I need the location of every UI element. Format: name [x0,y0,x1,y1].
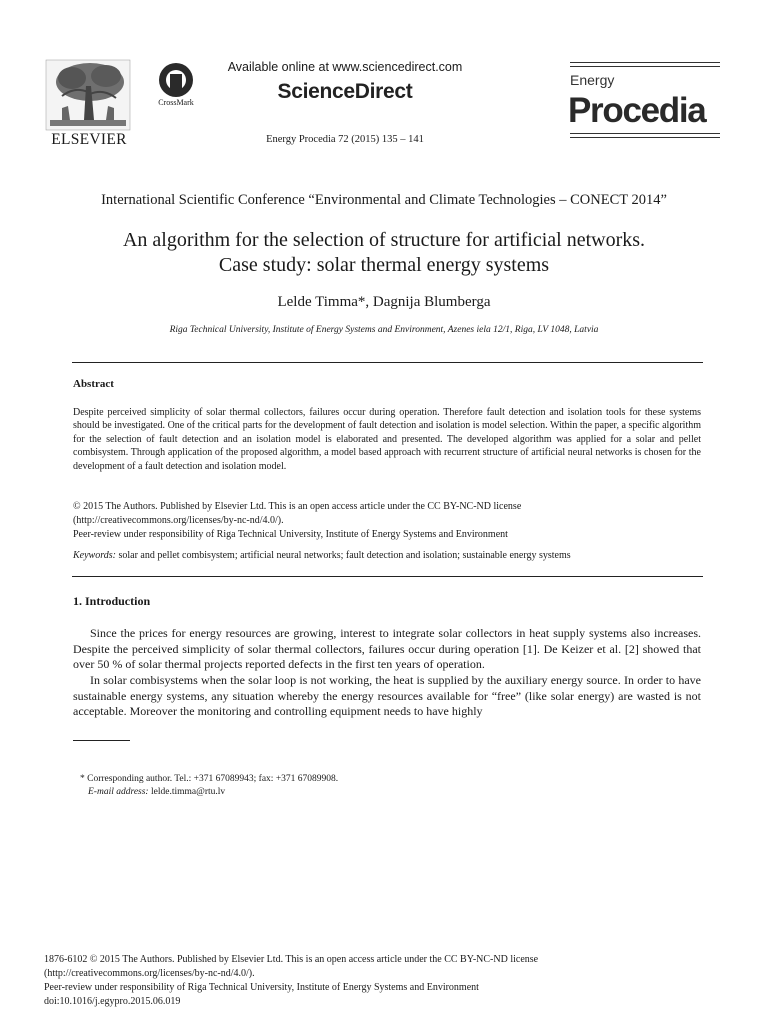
body-paragraph: In solar combisystems when the solar loop is not working, the heat is supplied by the auxiliary energy source. In order to have sustainable energy systems, any situation whereby the energy resources available for “free” (like solar energy) are wasted is not acceptable. Moreover the monitoring and controlling equipment needs to have highly [73,673,701,718]
license-link[interactable]: (http://creativecommons.org/licenses/by-nc-nd/4.0/). [73,515,284,526]
body-paragraph: Since the prices for energy resources are growing, interest to integrate solar collectors in heat supply systems also increases. Despite the perceived simplicity of solar thermal collectors, failures occur during operation [1]. De Keizer et al. [2] showed that over 50 % of solar thermal projects reported defects in the first ten years of operation. [73,626,701,671]
journal-logo-rule [570,137,720,138]
footer-line: Peer-review under responsibility of Riga Technical University, Institute of Energy Systems and Environment [44,982,479,993]
email-label: E-mail address: [88,787,149,797]
peer-review-note: Peer-review under responsibility of Riga Technical University, Institute of Energy Systems and Environment [73,529,508,540]
journal-reference: Energy Procedia 72 (2015) 135 – 141 [266,134,424,145]
affiliation: Riga Technical University, Institute of Energy Systems and Environment, Azenes iela 12/1, Riga, LV 1048, Latvia [169,325,599,335]
article-title [40,228,728,278]
sciencedirect-logo: ScienceDirect [277,80,413,103]
footer-line: 1876-6102 © 2015 The Authors. Published by Elsevier Ltd. This is an open access article under the CC BY-NC-ND license [44,954,539,965]
keywords-label: Keywords: [73,550,116,561]
crossmark-label: CrossMark [158,98,194,107]
conference-name: International Scientific Conference “Environmental and Climate Technologies – CONECT 2014” [101,192,667,208]
journal-logo-procedia: Procedia [568,91,706,130]
journal-logo-rule [570,62,720,63]
divider [72,576,703,577]
email-value[interactable]: lelde.timma@rtu.lv [148,787,226,797]
corresponding-author: * Corresponding author. Tel.: +371 67089943; fax: +371 67089908. [80,774,339,784]
keywords [73,549,571,562]
journal-logo-energy: Energy [570,72,615,88]
abstract-heading: Abstract [73,378,114,390]
footnote-rule [73,740,130,741]
keywords-text: solar and pellet combisystem; artificial neural networks; fault detection and isolation; sustainable energy systems [115,550,571,561]
copyright-line: © 2015 The Authors. Published by Elsevier Ltd. This is an open access article under the CC BY-NC-ND license [73,501,522,512]
email-address [88,786,225,799]
journal-logo-rule [570,133,720,134]
authors: Lelde Timma*, Dagnija Blumberga [277,294,491,310]
abstract-text: Despite perceived simplicity of solar thermal collectors, failures occur during operation. Therefore fault detection and isolation tools for these systems should be investigated. One of the critical parts for the development of fault detection and isolation is model selection. Within the paper, a specific algorithm for the selection of fault detection and an isolation model is elaborated and presented. The developed algorithm was applied for a solar and pellet combisystem. Through application of the proposed algorithm, a model based approach with recurrent structure of artificial neural networks is chosen for the development of a fault detection and isolation model. [73,407,701,472]
footer-license-link[interactable]: (http://creativecommons.org/licenses/by-nc-nd/4.0/). [44,968,255,979]
available-online-link[interactable]: Available online at www.sciencedirect.com [227,60,463,74]
article-title-line: Case study: solar thermal energy systems [218,254,550,276]
divider [72,362,703,363]
publisher-name: ELSEVIER [51,131,127,148]
section-heading: 1. Introduction [73,594,151,608]
doi[interactable]: doi:10.1016/j.egypro.2015.06.019 [44,996,181,1007]
article-title-line: An algorithm for the selection of structure for artificial networks. [122,229,646,251]
journal-logo-rule [570,66,720,67]
